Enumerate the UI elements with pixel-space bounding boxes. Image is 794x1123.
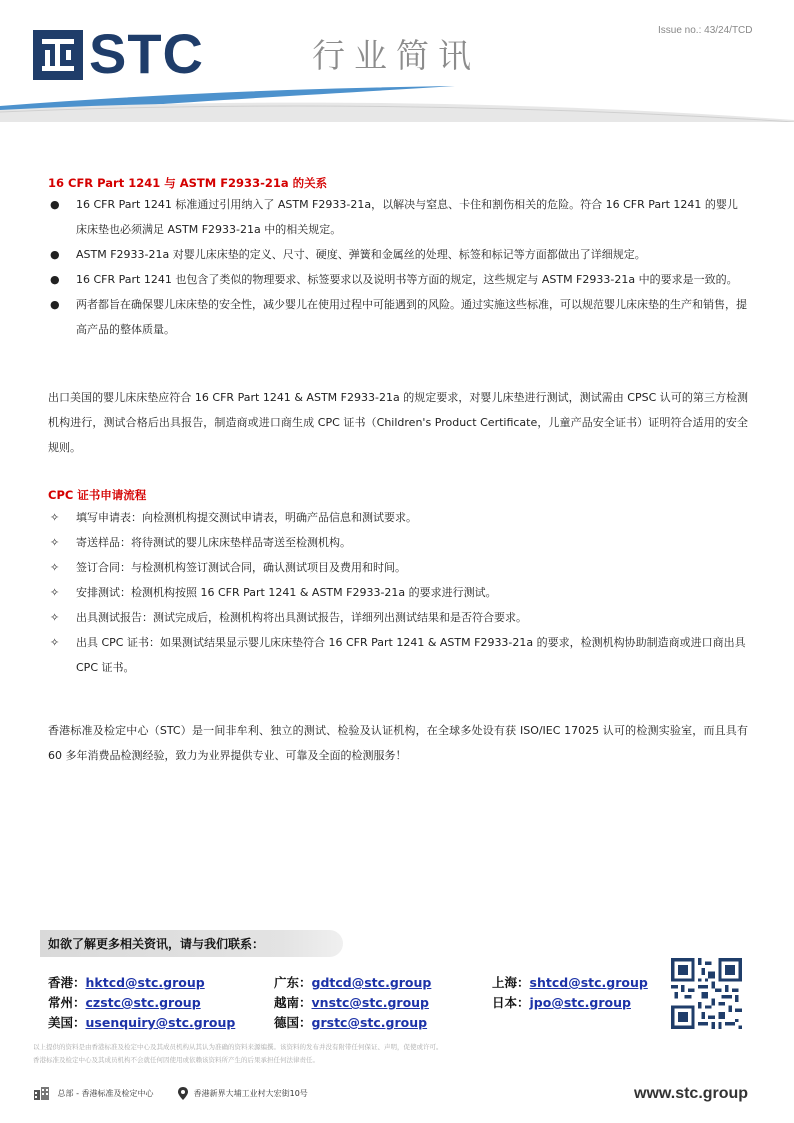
list-item: ✧ 出具测试报告：测试完成后，检测机构将出具测试报告，详细列出测试结果和是否符合要求。 bbox=[48, 605, 748, 630]
email-link[interactable]: usenquiry@stc.group bbox=[85, 1015, 236, 1030]
disclaimer-line-1: 以上提供的资料是由香港标准及检定中心及其成员机构从其认为准确的资料来源编撰。该资料的发布并没有附带任何保证、声明，促使或许可。 bbox=[33, 1043, 443, 1051]
email-link[interactable]: czstc@stc.group bbox=[85, 995, 201, 1010]
contact-japan: 日本：jpo@stc.group bbox=[492, 995, 631, 1010]
contact-guangdong: 广东：gdtcd@stc.group bbox=[274, 975, 432, 990]
email-link[interactable]: jpo@stc.group bbox=[529, 995, 631, 1010]
footer-address bbox=[33, 1086, 308, 1106]
footer-hq: 总部 - 香港标准及检定中心 bbox=[57, 1088, 154, 1098]
email-link[interactable]: grstc@stc.group bbox=[311, 1015, 428, 1030]
email-link[interactable]: hktcd@stc.group bbox=[85, 975, 205, 990]
list-item: ● ASTM F2933-21a 对婴儿床床垫的定义、尺寸、硬度、弹簧和金属丝的处理、标签和标记等方面都做出了详细规定。 bbox=[48, 242, 748, 267]
issue-number: Issue no.: 43/24/TCD bbox=[658, 25, 753, 36]
email-link[interactable]: vnstc@stc.group bbox=[311, 995, 430, 1010]
export-requirement-paragraph: 出口美国的婴儿床床垫应符合 16 CFR Part 1241 & ASTM F2933-21a 的规定要求，对婴儿床垫进行测试，测试需由 CPSC 认可的第三方检测机构进行，测试合格后出具报告，制造商或进口商生成 CPC 证书（Children's Product Certificate，儿童产品安全证书）证明符合适用的安全规则。 bbox=[48, 391, 748, 454]
bullet-dot-icon: ● bbox=[50, 248, 60, 261]
list-item: ✧ 寄送样品：将待测试的婴儿床床垫样品寄送至检测机构。 bbox=[48, 530, 748, 555]
contact-vietnam: 越南：vnstc@stc.group bbox=[274, 995, 430, 1010]
list-item: ● 16 CFR Part 1241 标准通过引用纳入了 ASTM F2933-21a，以解决与窒息、卡住和割伤相关的危险。符合 16 CFR Part 1241 的婴儿床床垫也必须满足 ASTM F2933-21a 中的相关规定。 bbox=[48, 192, 748, 242]
email-link[interactable]: shtcd@stc.group bbox=[529, 975, 648, 990]
contact-shanghai: 上海：shtcd@stc.group bbox=[492, 975, 648, 990]
bullet-dot-icon: ● bbox=[50, 273, 60, 286]
list-item: ● 16 CFR Part 1241 也包含了类似的物理要求、标签要求以及说明书等方面的规定，这些规定与 ASTM F2933-21a 中的要求是一致的。 bbox=[48, 267, 748, 292]
bullet-diamond-icon: ✧ bbox=[50, 511, 60, 524]
list-item: ✧ 出具 CPC 证书：如果测试结果显示婴儿床床垫符合 16 CFR Part 1241 & ASTM F2933-21a 的要求，检测机构协助制造商或进口商出具 CPC 证书。 bbox=[48, 630, 748, 680]
list-item: ✧ 签订合同：与检测机构签订测试合同，确认测试项目及费用和时间。 bbox=[48, 555, 748, 580]
email-link[interactable]: gdtcd@stc.group bbox=[311, 975, 432, 990]
bullet-diamond-icon: ✧ bbox=[50, 561, 60, 574]
stc-emblem-icon bbox=[33, 30, 83, 80]
stc-intro-paragraph: 香港标准及检定中心（STC）是一间非牟利、独立的测试、检验及认证机构，在全球多处设有获 ISO/IEC 17025 认可的检测实验室，而且具有 60 多年消费品检测经验，致力为业界提供专业、可靠及全面的检测服务！ bbox=[48, 724, 748, 762]
stc-logo bbox=[33, 22, 223, 85]
page-title: 行业简讯 bbox=[312, 36, 480, 75]
section-title-cpc-process: CPC 证书申请流程 bbox=[48, 488, 147, 502]
bullet-dot-icon: ● bbox=[50, 298, 60, 311]
bullet-diamond-icon: ✧ bbox=[50, 586, 60, 599]
bullet-diamond-icon: ✧ bbox=[50, 611, 60, 624]
website-link[interactable]: www.stc.group bbox=[634, 1085, 749, 1102]
list-item: ● 两者都旨在确保婴儿床床垫的安全性，减少婴儿在使用过程中可能遇到的风险。通过实施这些标准，可以规范婴儿床床垫的生产和销售，提高产品的整体质量。 bbox=[48, 292, 748, 342]
logo-wordmark: STC bbox=[89, 22, 204, 85]
contact-hongkong: 香港：hktcd@stc.group bbox=[48, 975, 205, 990]
footer-address-text: 香港新界大埔工业村大宏街10号 bbox=[193, 1088, 308, 1098]
contact-heading-bar bbox=[40, 930, 343, 957]
bullet-diamond-icon: ✧ bbox=[50, 536, 60, 549]
contact-usa: 美国：usenquiry@stc.group bbox=[48, 1015, 236, 1030]
section-title-relationship: 16 CFR Part 1241 与 ASTM F2933-21a 的关系 bbox=[48, 176, 328, 190]
relationship-list bbox=[48, 192, 748, 342]
contact-changzhou: 常州：czstc@stc.group bbox=[48, 995, 201, 1010]
bullet-diamond-icon: ✧ bbox=[50, 636, 60, 649]
contact-heading: 如欲了解更多相关资讯，请与我们联系： bbox=[48, 937, 265, 951]
cpc-process-list bbox=[48, 505, 748, 680]
qr-code-icon[interactable] bbox=[671, 958, 742, 1029]
list-item: ✧ 安排测试：检测机构按照 16 CFR Part 1241 & ASTM F2933-21a 的要求进行测试。 bbox=[48, 580, 748, 605]
header-swoosh bbox=[0, 82, 794, 122]
location-pin-icon bbox=[178, 1087, 188, 1100]
list-item: ✧ 填写申请表：向检测机构提交测试申请表，明确产品信息和测试要求。 bbox=[48, 505, 748, 530]
contact-germany: 德国：grstc@stc.group bbox=[274, 1015, 428, 1030]
disclaimer-line-2: 香港标准及检定中心及其成员机构不会就任何因使用或依赖该资料所产生的后果承担任何法律责任。 bbox=[33, 1056, 319, 1064]
building-icon bbox=[33, 1086, 51, 1100]
bullet-dot-icon: ● bbox=[50, 198, 60, 211]
